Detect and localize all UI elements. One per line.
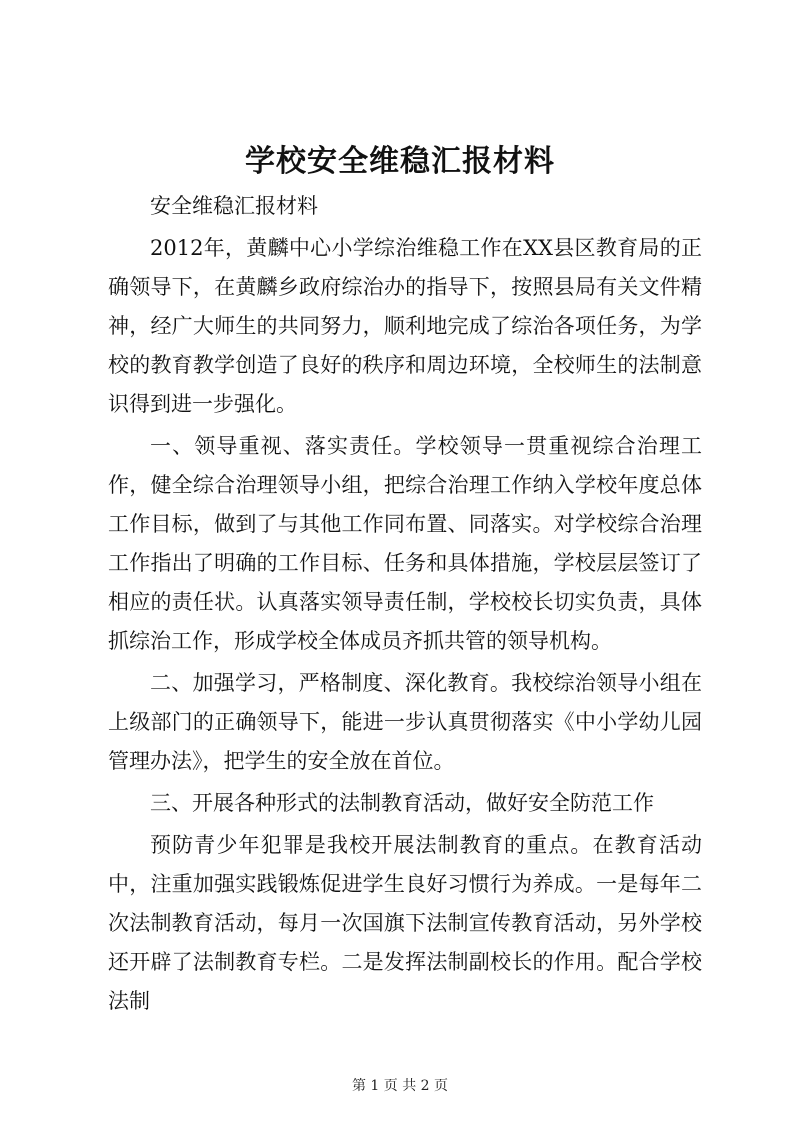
paragraph-intro: 2012年，黄麟中心小学综治维稳工作在XX县区教育局的正确领导下，在黄麟乡政府综治办的指导下，按照县局有关文件精神，经广大师生的共同努力，顺利地完成了综治各项任务，为学校的教育教学创造了良好的秩序和周边环境，全校师生的法制意识得到进一步强化。 <box>108 236 702 416</box>
paragraph-subtitle: 安全维稳汇报材料 <box>150 194 318 218</box>
document-title: 学校安全维稳汇报材料 <box>245 144 555 179</box>
document-body <box>108 187 702 1024</box>
paragraph-section-2: 二、加强学习，严格制度、深化教育。我校综治领导小组在上级部门的正确领导下，能进一步认真贯彻落实《中小学幼儿园管理办法》，把学生的安全放在首位。 <box>108 671 702 773</box>
paragraph-section-3-heading: 三、开展各种形式的法制教育活动，做好安全防范工作 <box>150 791 654 815</box>
page-footer: 第 1 页 共 2 页 <box>351 1078 449 1094</box>
paragraph-section-1: 一、领导重视、落实责任。学校领导一贯重视综合治理工作，健全综合治理领导小组，把综合治理工作纳入学校年度总体工作目标，做到了与其他工作同布置、同落实。对学校综合治理工作指出了明确的工作目标、任务和具体措施，学校层层签订了相应的责任状。认真落实领导责任制，学校校长切实负责，具体抓综治工作，形成学校全体成员齐抓共管的领导机构。 <box>108 434 702 653</box>
paragraph-section-3-body: 预防青少年犯罪是我校开展法制教育的重点。在教育活动中，注重加强实践锻炼促进学生良好习惯行为养成。一是每年二次法制教育活动，每月一次国旗下法制宣传教育活动，另外学校还开辟了法制教育专栏。二是发挥法制副校长的作用。配合学校法制 <box>108 833 702 1013</box>
